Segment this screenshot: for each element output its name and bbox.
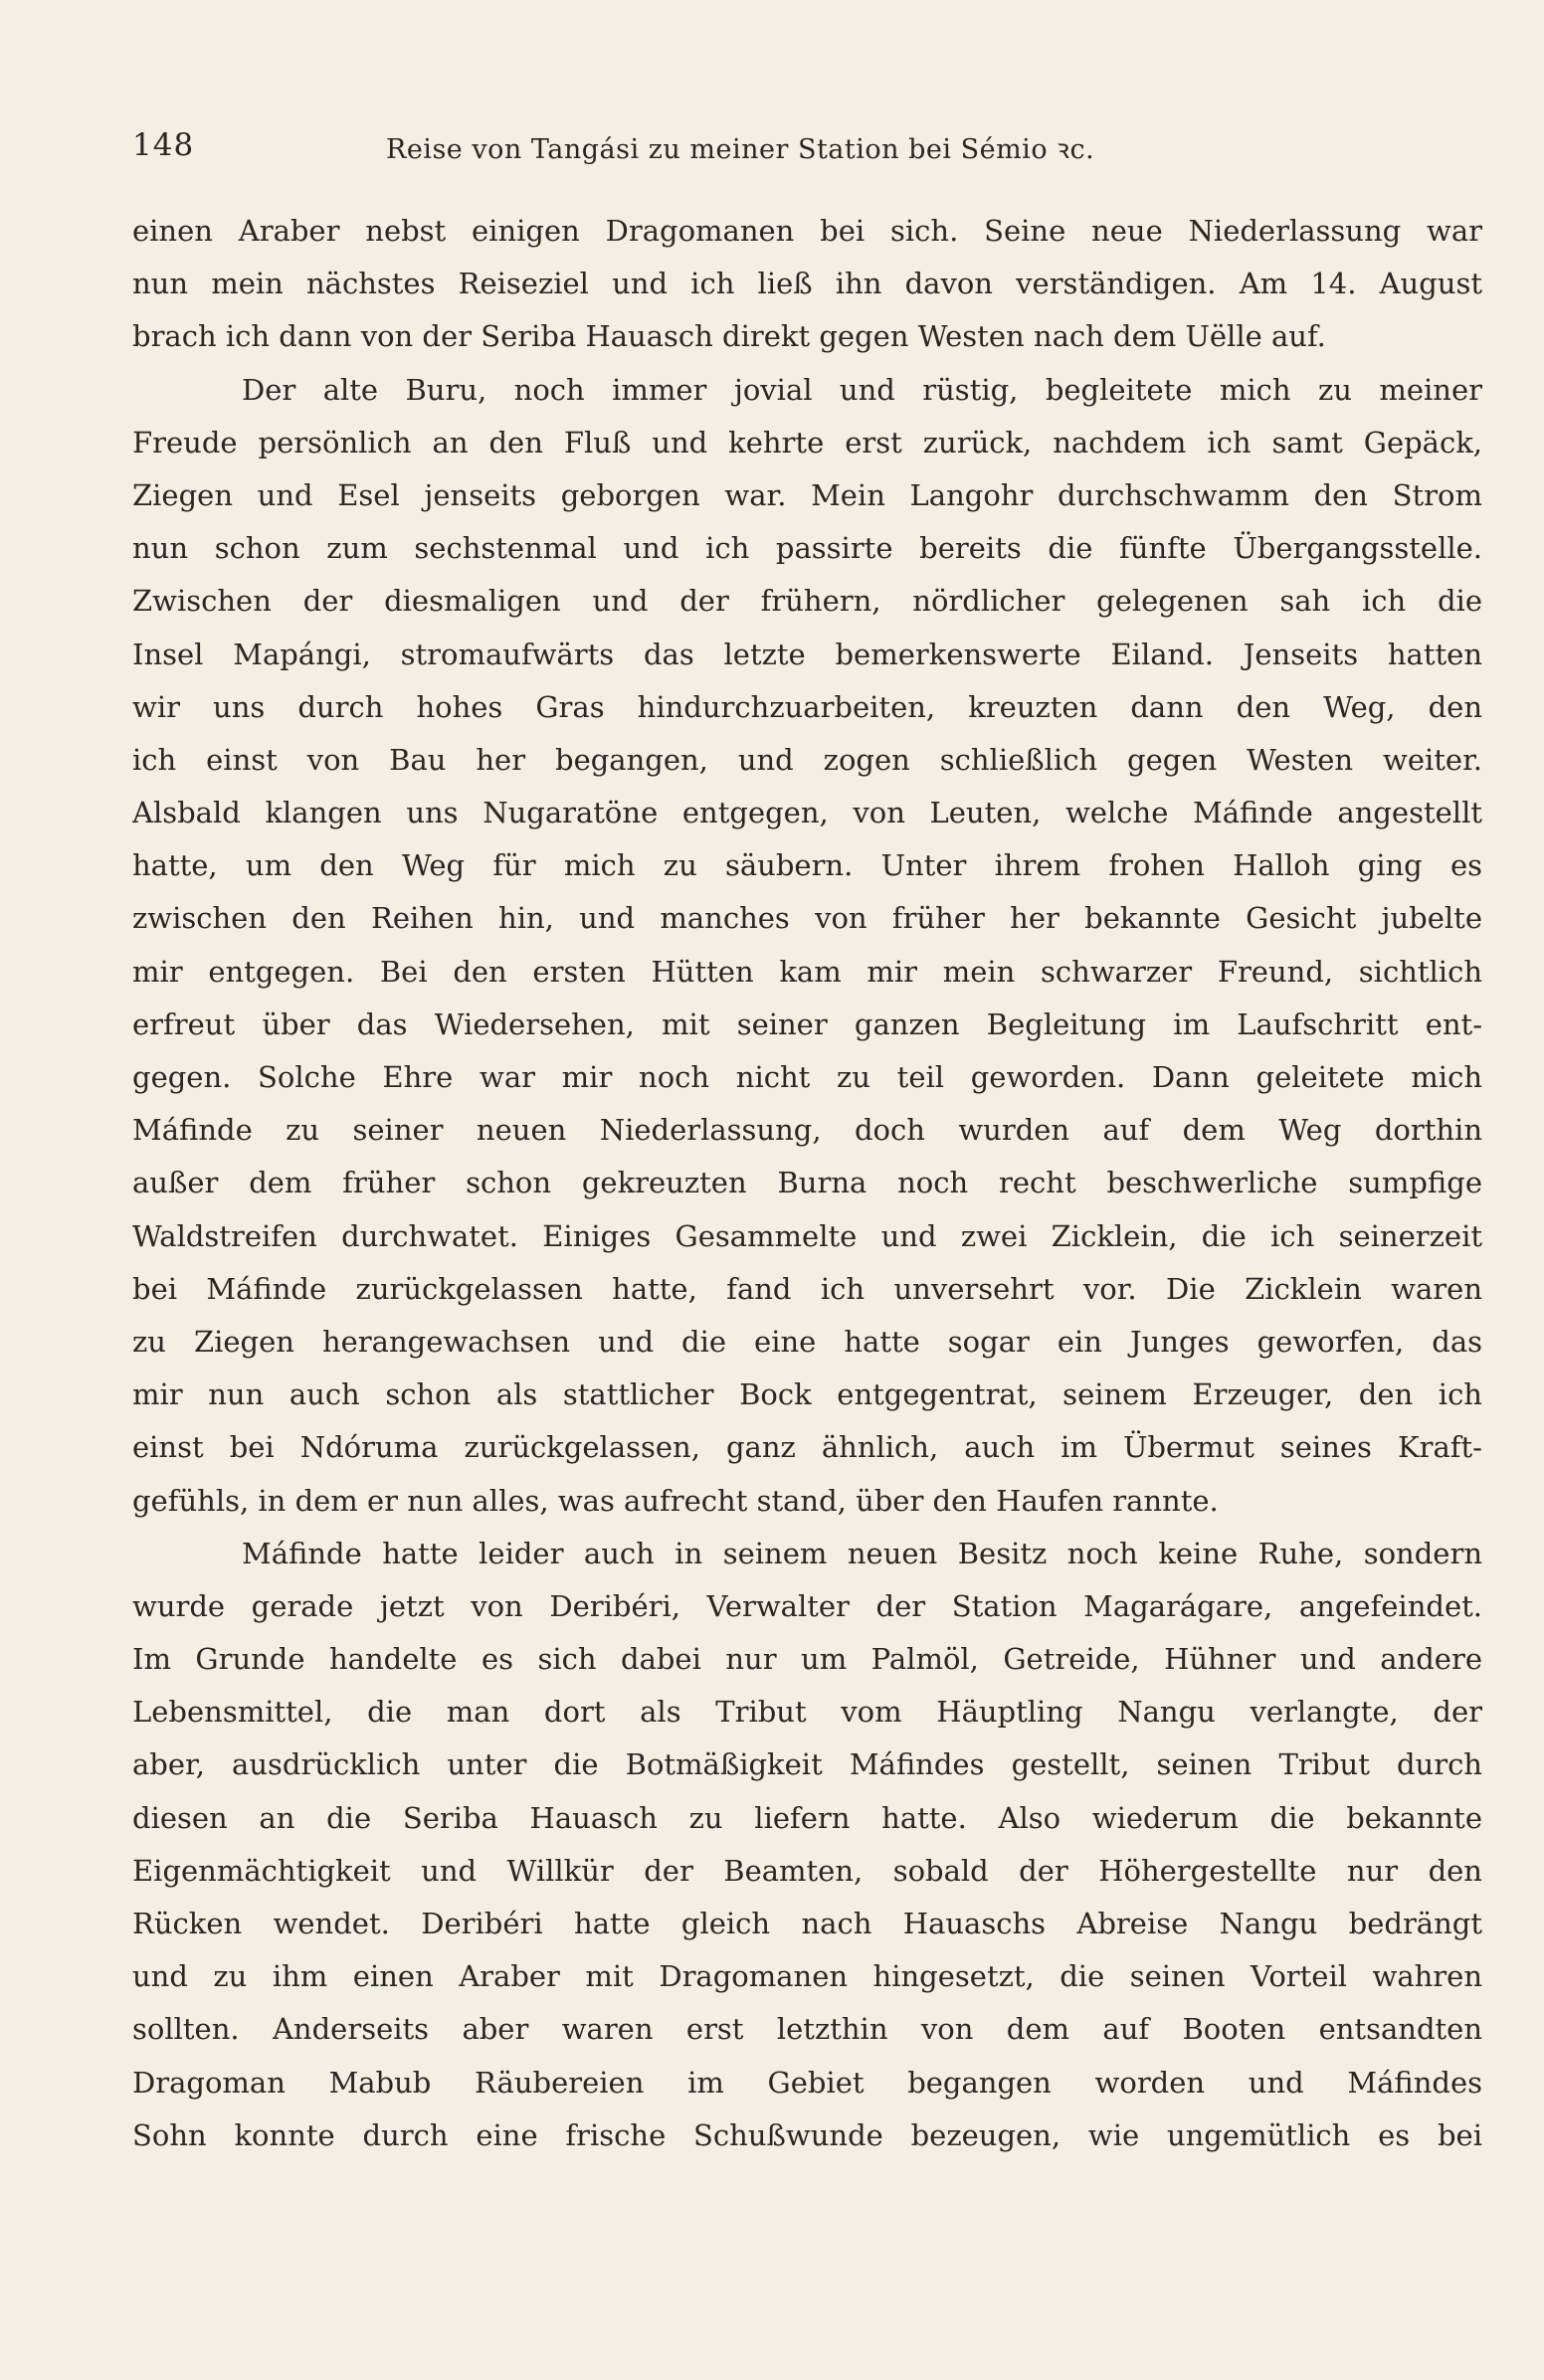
text-line: mir nun auch schon als stattlicher Bock entgegentrat, seinem Erzeuger, den ich [132, 1377, 1482, 1412]
text-line: aber, ausdrücklich unter die Botmäßigkeit Máfindes gestellt, seinen Tribut durch [132, 1747, 1482, 1782]
page-number: 148 [132, 127, 195, 163]
text-line: Insel Mapángi, stromaufwärts das letzte bemerkenswerte Eiland. Jenseits hatten [132, 637, 1482, 671]
text-line: außer dem früher schon gekreuzten Burna noch recht beschwerliche sumpfige [132, 1166, 1482, 1200]
text-line: gegen. Solche Ehre war mir noch nicht zu teil geworden. Dann geleitete mich [132, 1060, 1482, 1094]
text-line: Sohn konnte durch eine frische Schußwunde bezeugen, wie ungemütlich es bei [132, 2117, 1482, 2152]
text-line: Freude persönlich an den Fluß und kehrte erst zurück, nachdem ich samt Gepäck, [132, 425, 1482, 459]
text-line: hatte, um den Weg für mich zu säubern. Unter ihrem frohen Halloh ging es [132, 848, 1482, 883]
text-line: zwischen den Reihen hin, und manches von früher her bekannte Gesicht jubelte [132, 901, 1482, 936]
text-line: wir uns durch hohes Gras hindurchzuarbeiten, kreuzten dann den Weg, den [132, 689, 1482, 724]
text-line: brach ich dann von der Seriba Hauasch direkt gegen Westen nach dem Uëlle auf. [132, 319, 1326, 354]
text-line: nun mein nächstes Reiseziel und ich ließ ihn davon verständigen. Am 14. August [132, 267, 1482, 301]
text-line: bei Máfinde zurückgelassen hatte, fand ich unversehrt vor. Die Zicklein waren [132, 1271, 1482, 1306]
text-line: Im Grunde handelte es sich dabei nur um Palmöl, Getreide, Hühner und andere [132, 1642, 1482, 1677]
text-line: Máfinde zu seiner neuen Niederlassung, doch wurden auf dem Weg dorthin [132, 1113, 1482, 1148]
text-line: Dragoman Mabub Räubereien im Gebiet begangen worden und Máfindes [132, 2065, 1482, 2100]
text-line: diesen an die Seriba Hauasch zu liefern hatte. Also wiederum die bekannte [132, 1800, 1482, 1835]
text-line: Alsbald klangen uns Nugaratöne entgegen, von Leuten, welche Máfinde angestellt [132, 796, 1482, 830]
text-line: Waldstreifen durchwatet. Einiges Gesammelte und zwei Zicklein, die ich seinerzeit [132, 1218, 1482, 1253]
text-line: mir entgegen. Bei den ersten Hütten kam mir mein schwarzer Freund, sichtlich [132, 954, 1482, 989]
body-text [132, 205, 1482, 2162]
running-title: Reise von Tangási zu meiner Station bei Sémio ꝛc. [386, 134, 1095, 165]
text-line: Lebensmittel, die man dort als Tribut vom Häuptling Nangu verlangte, der [132, 1695, 1482, 1730]
text-line: nun schon zum sechstenmal und ich passirte bereits die fünfte Übergangsstelle. [132, 531, 1482, 566]
text-line: Eigenmächtigkeit und Willkür der Beamten, sobald der Höhergestellte nur den [132, 1853, 1482, 1888]
text-line: Der alte Buru, noch immer jovial und rüstig, begleitete mich zu meiner [242, 372, 1482, 407]
text-line: Ziegen und Esel jenseits geborgen war. Mein Langohr durchschwamm den Strom [132, 477, 1482, 512]
text-line: wurde gerade jetzt von Deribéri, Verwalter der Station Magarágare, angefeindet. [132, 1588, 1482, 1623]
text-line: Zwischen der diesmaligen und der frühern, nördlicher gelegenen sah ich die [132, 584, 1482, 619]
text-line: gefühls, in dem er nun alles, was aufrecht stand, über den Haufen rannte. [132, 1483, 1219, 1518]
text-line: Rücken wendet. Deribéri hatte gleich nach Hauaschs Abreise Nangu bedrängt [132, 1907, 1482, 1940]
text-line: und zu ihm einen Araber mit Dragomanen hingesetzt, die seinen Vorteil wahren [132, 1959, 1482, 1994]
text-line: einst bei Ndóruma zurückgelassen, ganz ähnlich, auch im Übermut seines Kraft- [132, 1430, 1482, 1465]
text-line: sollten. Anderseits aber waren erst letzthin von dem auf Booten entsandten [132, 2012, 1482, 2047]
text-line: Máfinde hatte leider auch in seinem neuen Besitz noch keine Ruhe, sondern [242, 1536, 1482, 1570]
text-line: erfreut über das Wiedersehen, mit seiner ganzen Begleitung im Laufschritt ent- [132, 1007, 1482, 1041]
text-line: einen Araber nebst einigen Dragomanen bei sich. Seine neue Niederlassung war [132, 214, 1482, 248]
page-header [132, 127, 1475, 177]
text-line: ich einst von Bau her begangen, und zogen schließlich gegen Westen weiter. [132, 742, 1482, 777]
text-line: zu Ziegen herangewachsen und die eine hatte sogar ein Junges geworfen, das [132, 1324, 1482, 1359]
